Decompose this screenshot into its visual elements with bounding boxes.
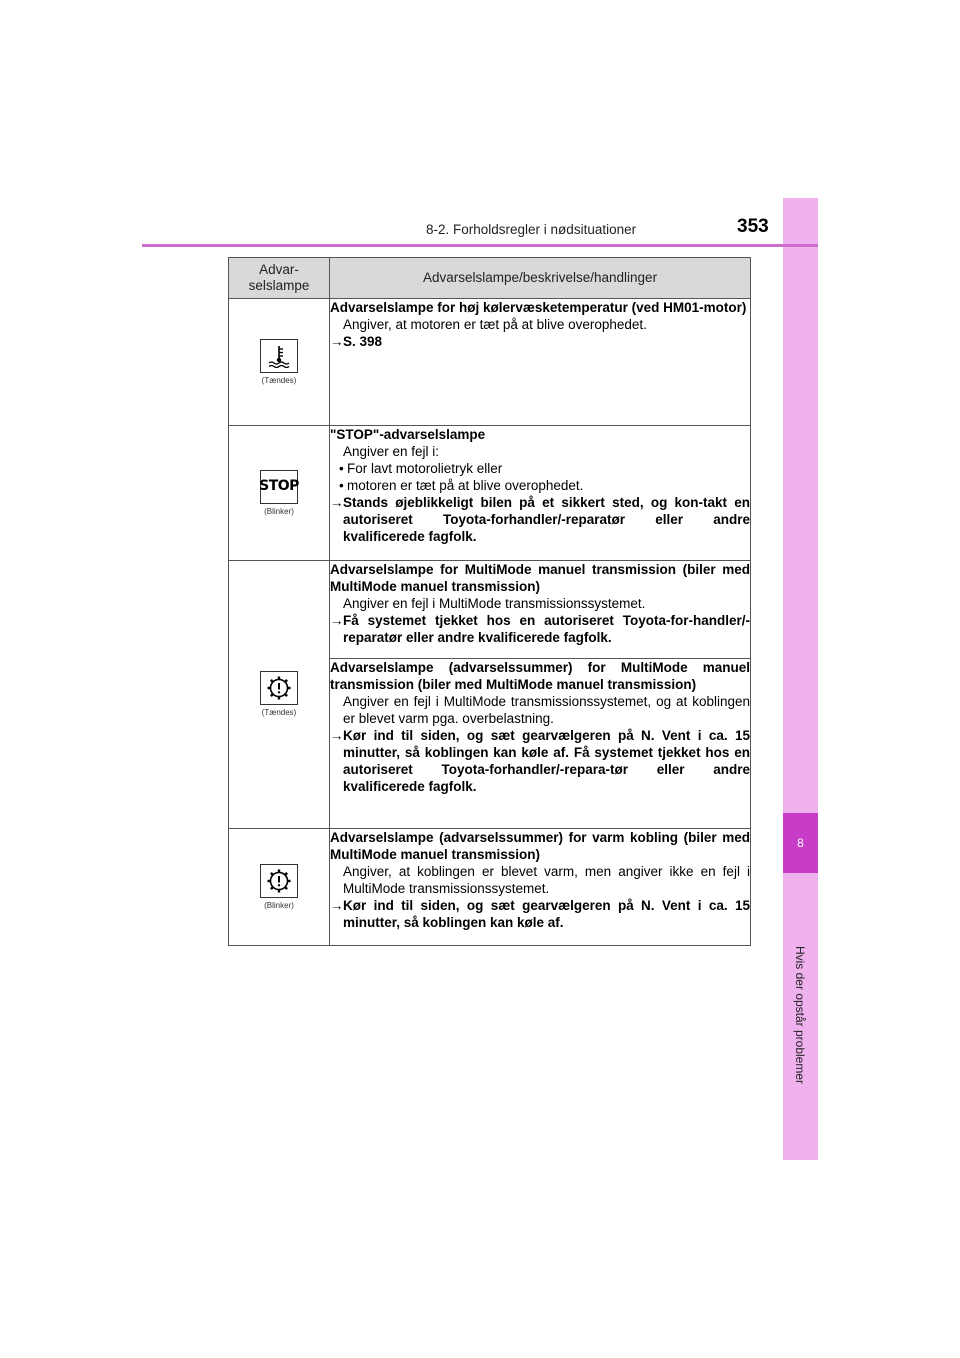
lamp-action — [330, 897, 750, 931]
warning-lamp-table — [228, 257, 751, 946]
lamp-action — [330, 333, 750, 350]
chapter-number: 8 — [783, 813, 818, 873]
lamp-title: Advarselslampe for MultiMode manuel transmission (biler med MultiMode manuel transmission) — [330, 562, 750, 594]
table-row — [229, 426, 751, 561]
lamp-caption: (Tændes) — [261, 708, 297, 717]
column-header-lamp: Advar- selslampe — [229, 258, 330, 299]
table-header-row — [229, 258, 751, 299]
lamp-cell — [229, 829, 330, 946]
description-cell — [330, 426, 751, 561]
table-row — [229, 829, 751, 946]
lamp-title: Advarselslampe for høj kølervæsketemperatur (ved HM01-motor) — [330, 300, 747, 315]
list-item: • motoren er tæt på at blive overophedet. — [330, 477, 750, 494]
description-cell — [330, 299, 751, 426]
action-text: Kør ind til siden, og sæt gearvælgeren på N. Vent i ca. 15 minutter, så koblingen kan køle af. Få systemet tjekket hos en autoriseret Toyota-forhandler/-repara-tør eller andre kvalificerede fagfolk. — [343, 728, 750, 794]
action-text: Stands øjeblikkeligt bilen på et sikkert sted, og kon-takt en autoriseret Toyota-forhandler/-reparatør eller andre kvalificerede fagfolk. — [343, 495, 750, 544]
arrow-icon: → — [330, 613, 344, 628]
lamp-action — [330, 494, 750, 545]
lamp-action — [330, 727, 750, 795]
action-text: Få systemet tjekket hos en autoriseret Toyota-for-handler/-reparatør eller andre kvalificerede fagfolk. — [343, 613, 750, 645]
table-row — [229, 299, 751, 426]
description-cell — [330, 829, 751, 946]
gear-warning-icon — [260, 671, 298, 705]
gear-warning-icon — [260, 864, 298, 898]
lamp-description: Angiver en fejl i MultiMode transmissionssystemet, og at koblingen er blevet varm pga. overbelastning. — [343, 694, 750, 726]
lamp-description: Angiver en fejl i MultiMode transmissionssystemet. — [343, 596, 646, 611]
lamp-description: Angiver en fejl i: — [343, 444, 440, 459]
arrow-icon: → — [330, 898, 344, 913]
description-cell — [330, 561, 751, 659]
lamp-title: Advarselslampe (advarselssummer) for MultiMode manuel transmission (biler med MultiMode manuel transmission) — [330, 660, 750, 692]
section-title: 8-2. Forholdsregler i nødsituationer — [426, 222, 637, 237]
lamp-caption: (Blinker) — [264, 506, 294, 516]
chapter-title: Hvis der opstår problemer — [793, 945, 807, 1085]
stop-icon-label: STOP — [259, 478, 299, 494]
lamp-description: Angiver, at motoren er tæt på at blive overophedet. — [343, 317, 647, 332]
header-rule — [142, 244, 818, 247]
lamp-cell — [229, 299, 330, 426]
description-cell — [330, 659, 751, 829]
stop-icon — [260, 470, 298, 504]
table-row — [229, 561, 751, 659]
lamp-caption: (Blinker) — [264, 900, 294, 910]
lamp-caption: (Tændes) — [261, 375, 297, 385]
list-item: • For lavt motorolietryk eller — [330, 460, 750, 477]
lamp-cell — [229, 561, 330, 829]
arrow-icon: → — [330, 728, 344, 743]
column-header-description: Advarselslampe/beskrivelse/handlinger — [330, 258, 751, 299]
action-text: Kør ind til siden, og sæt gearvælgeren på N. Vent i ca. 15 minutter, så koblingen kan køle af. — [343, 898, 750, 930]
arrow-icon: → — [330, 334, 344, 349]
arrow-icon: → — [330, 495, 344, 510]
lamp-title: "STOP"-advarselslampe — [330, 427, 486, 442]
lamp-title: Advarselslampe (advarselssummer) for varm kobling (biler med MultiMode manuel transmission) — [330, 830, 750, 862]
lamp-action — [330, 612, 750, 646]
lamp-description: Angiver, at koblingen er blevet varm, men angiver ikke en fejl i MultiMode transmissionssystemet. — [343, 864, 750, 896]
page-reference[interactable]: S. 398 — [343, 334, 383, 349]
coolant-temperature-icon — [260, 339, 298, 373]
lamp-cell — [229, 426, 330, 561]
page-number: 353 — [737, 216, 769, 237]
